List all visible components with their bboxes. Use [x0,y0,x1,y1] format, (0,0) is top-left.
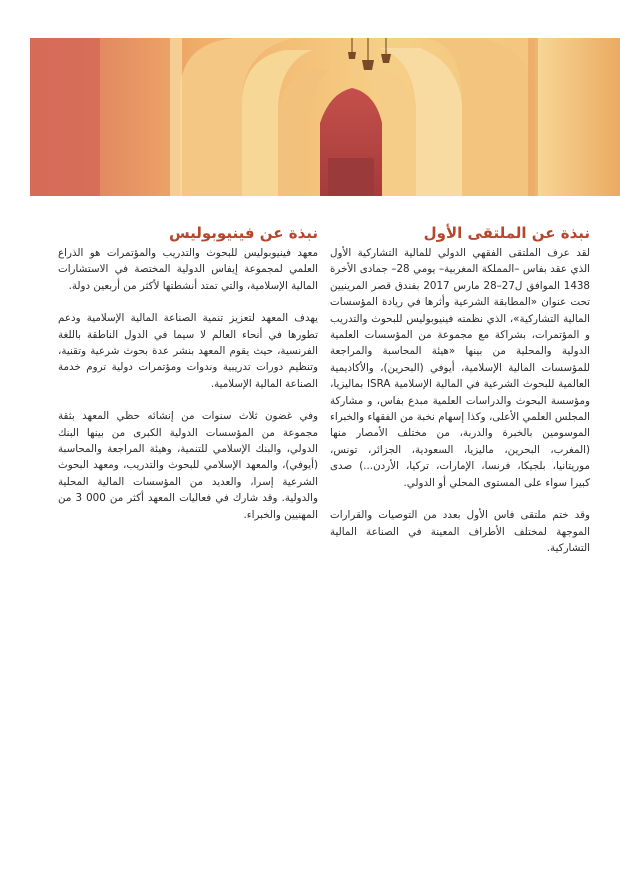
paragraph-institute-partners: وفي غضون ثلاث سنوات من إنشائه حظي المعهد بثقة مجموعة من المؤسسات الدولية الكبرى من بينها البنك الدولي، والبنك الإسلامي للتنمية، وهيئة المراجعة والمحاسبة (أيوفي)، والمعهد الإسلامي للبحوث والتدريب، ومعهد البحوث الشرعية إسرا، والعديد من المؤسسات المالية المحلية والدولية. وقد شارك في فعاليات المعهد أكثر من 000 3 من المهنيين والخبراء. [58,410,318,521]
paragraph-institute-intro: معهد فينيوبوليس للبحوث والتدريب والمؤتمرات هو الذراع العلمي لمجموعة إيفاس الدولية المختصة في الاستشارات المالية الإسلامية، والتي تمتد أنشطتها لأكثر من أربعين دولة. [58,247,318,292]
section-first-forum [330,222,590,572]
section-about-finyopolis [58,222,318,539]
heading-first-forum: نبذة عن الملتقى الأول [423,224,590,242]
hero-image [30,38,620,196]
paragraph-forum-conclusion: وقد ختم ملتقى فاس الأول بعدد من التوصيات والقرارات الموجهة لمختلف الأطراف المعينة في الصناعة المالية التشاركية. [330,509,590,554]
paragraph-forum-description: لقد عرف الملتقى الفقهي الدولي للمالية التشاركية الأول الذي عقد بفاس –المملكة المغربية– يومي 28– جمادى الأخرة 1438 الموافق ل27–28 مارس 2017 بفندق قصر المرينيين تحت عنوان «المطابقة الشرعية وأثرها في ريادة المؤسسات المالية التشاركية»، الذي نظمته فينيوبوليس للبحوث والتدريب و المؤتمرات، بشراكة مع مجموعة من المؤسسات العلمية الدولية والمحلية من بينها «هيئة المحاسبة والمراجعة للمؤسسات المالية الإسلامية، أيوفي (البحرين)، والأكاديمية العالمية للبحوث الشرعية في المالية الإسلامية ISRA بماليزيا، ومؤسسة البحوث والدراسات العلمية مبدع بفاس، و مشاركة المجلس العلمي الأعلى، وكذا إسهام نخبة من الفقهاء والخبراء الموسومين بالخبرة والدربة، من مختلف الأمصار منها (المغرب، البحرين، ماليزيا، السعودية، الجزائر، تونس، موريتانيا، بلجيكا، فرنسا، الإمارات، تركيا، الأردن...) صدى كبيرا سواء على المستوى المحلي أو الدولي. [330,247,590,489]
paragraph-institute-goals: يهدف المعهد لتعزيز تنمية الصناعة المالية الإسلامية ودعم تطورها في أنحاء العالم لا سيما في الدول الناطقة باللغة الفرنسية، حيث يقوم المعهد بنشر عدة بحوث شرعية وتقنية، وتنظيم دورات تدريبية وندوات ومؤتمرات دولية تروم خدمة الصناعة المالية الإسلامية. [58,312,318,390]
heading-about-finyopolis: نبذة عن فينيوبوليس [168,224,318,242]
